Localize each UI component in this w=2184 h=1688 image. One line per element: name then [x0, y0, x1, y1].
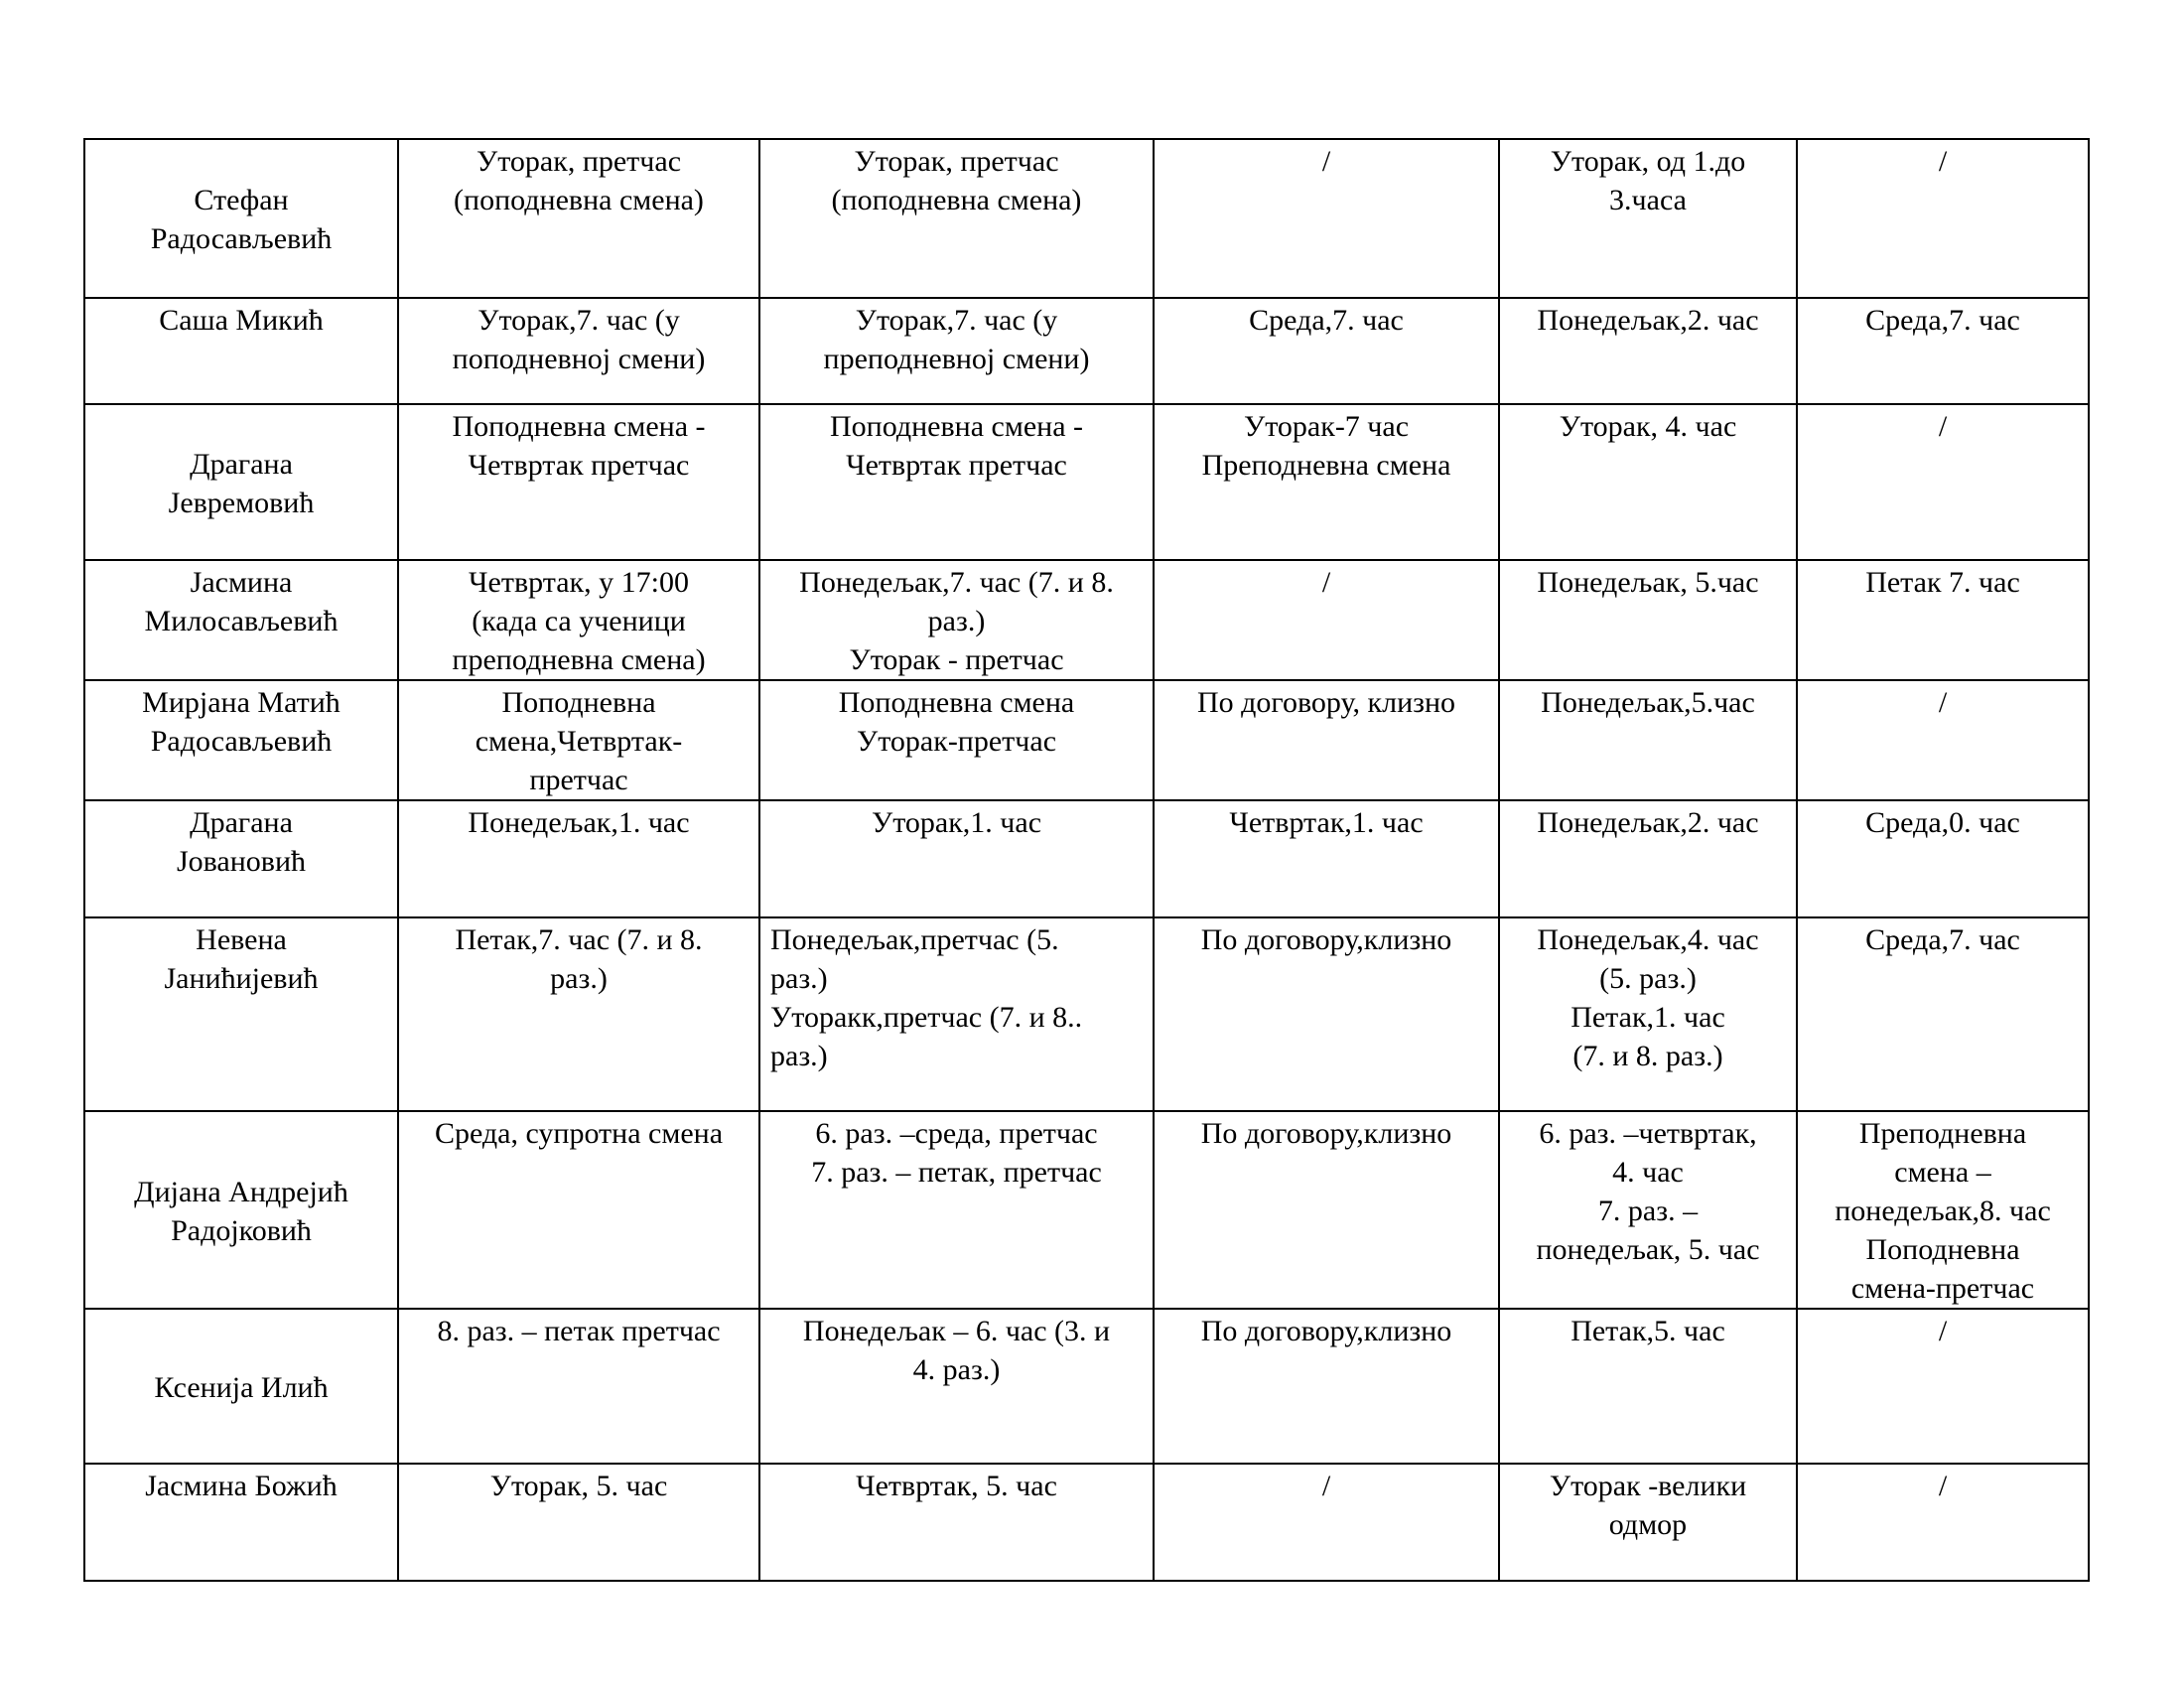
table-row: [84, 917, 2089, 1111]
schedule-cell: Среда,0. час: [1797, 800, 2089, 917]
schedule-cell: Среда,7. час: [1154, 298, 1499, 404]
schedule-cell: Понедељак,2. час: [1499, 800, 1797, 917]
schedule-cell: Уторак-7 час Преподневна смена: [1154, 404, 1499, 560]
schedule-cell: Уторак, 5. час: [398, 1464, 759, 1581]
teacher-name: Мирјана Матић Радосављевић: [84, 680, 398, 800]
schedule-cell: Четвртак,1. час: [1154, 800, 1499, 917]
teacher-name: Драгана Јовановић: [84, 800, 398, 917]
schedule-cell: Преподневна смена – понедељак,8. час Поподневна смена-претчас: [1797, 1111, 2089, 1309]
schedule-cell: /: [1797, 139, 2089, 298]
table-row: [84, 1464, 2089, 1581]
table-row: [84, 404, 2089, 560]
schedule-cell: 6. раз. –среда, претчас 7. раз. – петак, претчас: [759, 1111, 1154, 1309]
teacher-name: Невена Јанићијевић: [84, 917, 398, 1111]
teacher-name: Драгана Јевремовић: [84, 404, 398, 560]
schedule-cell: Среда, супротна смена: [398, 1111, 759, 1309]
schedule-cell: Поподневна смена Уторак-претчас: [759, 680, 1154, 800]
schedule-cell: Понедељак,5.час: [1499, 680, 1797, 800]
schedule-cell: /: [1797, 680, 2089, 800]
schedule-cell: 6. раз. –четвртак, 4. час 7. раз. – понедељак, 5. час: [1499, 1111, 1797, 1309]
schedule-cell: По договору,клизно: [1154, 1309, 1499, 1464]
schedule-cell: Уторак, 4. час: [1499, 404, 1797, 560]
schedule-cell: Понедељак,1. час: [398, 800, 759, 917]
schedule-cell: По договору,клизно: [1154, 917, 1499, 1111]
schedule-cell: 8. раз. – петак претчас: [398, 1309, 759, 1464]
schedule-cell: /: [1154, 560, 1499, 680]
table-row: [84, 139, 2089, 298]
schedule-cell: Уторак, претчас (поподневна смена): [398, 139, 759, 298]
schedule-cell: Четвртак, 5. час: [759, 1464, 1154, 1581]
schedule-cell: Уторак,7. час (у поподневној смени): [398, 298, 759, 404]
consultation-schedule-table: [83, 138, 2090, 1582]
table-row: [84, 560, 2089, 680]
schedule-cell: Уторак,7. час (у преподневној смени): [759, 298, 1154, 404]
schedule-cell: /: [1797, 1309, 2089, 1464]
teacher-name: Јасмина Милосављевић: [84, 560, 398, 680]
schedule-cell: Поподневна смена,Четвртак- претчас: [398, 680, 759, 800]
schedule-cell: /: [1797, 404, 2089, 560]
schedule-cell: Понедељак, 5.час: [1499, 560, 1797, 680]
schedule-cell: /: [1154, 1464, 1499, 1581]
schedule-cell: Уторак, претчас (поподневна смена): [759, 139, 1154, 298]
schedule-cell: /: [1797, 1464, 2089, 1581]
schedule-cell: Поподневна смена - Четвртак претчас: [759, 404, 1154, 560]
schedule-cell: Среда,7. час: [1797, 917, 2089, 1111]
teacher-name: Јасмина Божић: [84, 1464, 398, 1581]
schedule-cell: Понедељак – 6. час (3. и 4. раз.): [759, 1309, 1154, 1464]
schedule-cell: /: [1154, 139, 1499, 298]
schedule-cell: По договору, клизно: [1154, 680, 1499, 800]
schedule-cell: Поподневна смена - Четвртак претчас: [398, 404, 759, 560]
schedule-cell: Уторак,1. час: [759, 800, 1154, 917]
schedule-cell: Петак,5. час: [1499, 1309, 1797, 1464]
schedule-cell: Четвртак, у 17:00 (када са ученици преподневна смена): [398, 560, 759, 680]
table-row: [84, 800, 2089, 917]
schedule-cell: Понедељак,претчас (5. раз.) Уторакк,претчас (7. и 8.. раз.): [759, 917, 1154, 1111]
teacher-name: Стефан Радосављевић: [84, 139, 398, 298]
schedule-cell: Уторак -велики одмор: [1499, 1464, 1797, 1581]
schedule-cell: Понедељак,4. час (5. раз.) Петак,1. час (7. и 8. раз.): [1499, 917, 1797, 1111]
table-row: [84, 680, 2089, 800]
schedule-cell: По договору,клизно: [1154, 1111, 1499, 1309]
teacher-name: Дијана Андрејић Радојковић: [84, 1111, 398, 1309]
schedule-cell: Понедељак,7. час (7. и 8. раз.) Уторак - претчас: [759, 560, 1154, 680]
schedule-cell: Среда,7. час: [1797, 298, 2089, 404]
teacher-name: Ксенија Илић: [84, 1309, 398, 1464]
teacher-name: Саша Микић: [84, 298, 398, 404]
schedule-cell: Понедељак,2. час: [1499, 298, 1797, 404]
table-row: [84, 1309, 2089, 1464]
schedule-cell: Уторак, од 1.до 3.часа: [1499, 139, 1797, 298]
table-row: [84, 298, 2089, 404]
schedule-cell: Петак,7. час (7. и 8. раз.): [398, 917, 759, 1111]
table-row: [84, 1111, 2089, 1309]
schedule-cell: Петак 7. час: [1797, 560, 2089, 680]
